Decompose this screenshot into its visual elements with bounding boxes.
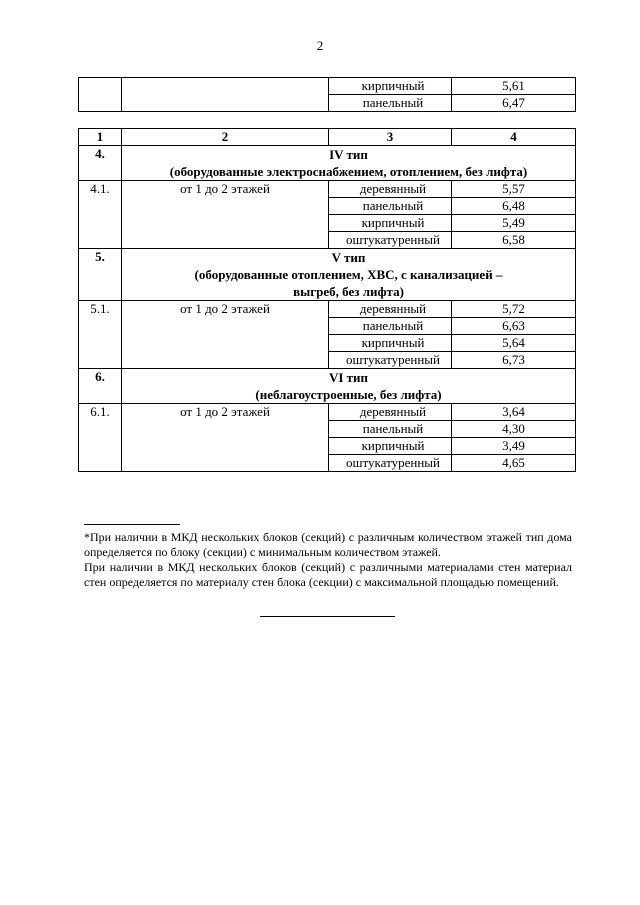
row-number: 4.1. [79,181,122,249]
wall-material: кирпичный [329,78,452,95]
rate-value: 5,49 [452,215,576,232]
table-row [79,404,576,421]
floors-label: от 1 до 2 этажей [122,301,329,369]
rate-value: 4,65 [452,455,576,472]
rate-value: 6,47 [452,95,576,112]
footnote-floors: *При наличии в МКД нескольких блоков (секций) с различным количеством этажей тип дома определяется по блоку (секции) с минимальным количеством этажей. [84,530,572,559]
section-title: V тип [331,250,366,265]
rate-value: 5,61 [452,78,576,95]
wall-material: панельный [329,318,452,335]
section-subtitle: (неблагоустроенные, без лифта) [255,387,442,402]
column-header: 2 [122,129,329,146]
column-header: 4 [452,129,576,146]
rate-value: 6,63 [452,318,576,335]
floors-label: от 1 до 2 этажей [122,181,329,249]
wall-material: деревянный [329,301,452,318]
table-row [79,301,576,318]
section-heading-row [79,249,576,301]
table-row [79,181,576,198]
rate-value: 4,30 [452,421,576,438]
continued-table [78,77,576,112]
column-header: 3 [329,129,452,146]
wall-material: деревянный [329,181,452,198]
footnote-separator [84,524,180,525]
section-subtitle: (оборудованные электроснабжением, отоплением, без лифта) [169,164,528,179]
wall-material: панельный [329,95,452,112]
row-number: 5.1. [79,301,122,369]
floors-label: от 1 до 2 этажей [122,404,329,472]
row-number: 6.1. [79,404,122,472]
table-row [79,78,576,95]
rate-value: 5,72 [452,301,576,318]
wall-material: панельный [329,198,452,215]
rate-value: 6,48 [452,198,576,215]
section-heading-row [79,369,576,404]
table-cell-floors [122,78,329,112]
wall-material: оштукатуренный [329,455,452,472]
wall-material: оштукатуренный [329,352,452,369]
rate-value: 3,64 [452,404,576,421]
section-heading-row [79,146,576,181]
table-cell-num [79,78,122,112]
rate-value: 6,58 [452,232,576,249]
table-header-row [79,129,576,146]
rates-table [78,128,576,472]
wall-material: оштукатуренный [329,232,452,249]
wall-material: кирпичный [329,215,452,232]
section-subtitle: (оборудованные отоплением, ХВС, с канализацией – [194,267,503,282]
wall-material: панельный [329,421,452,438]
section-subtitle-cont: выгреб, без лифта) [293,284,404,299]
section-heading [122,249,576,301]
wall-material: кирпичный [329,335,452,352]
rate-value: 5,57 [452,181,576,198]
section-heading [122,369,576,404]
end-divider [260,616,395,617]
section-number: 5. [79,249,122,301]
section-number: 6. [79,369,122,404]
rate-value: 5,64 [452,335,576,352]
rate-value: 3,49 [452,438,576,455]
footnote-materials: При наличии в МКД нескольких блоков (секций) с различными материалами стен материал стен определяется по материалу стен блока (секции) с максимальной площадью помещений. [84,560,572,589]
column-header: 1 [79,129,122,146]
section-number: 4. [79,146,122,181]
page-number: 2 [316,38,324,53]
wall-material: деревянный [329,404,452,421]
rate-value: 6,73 [452,352,576,369]
wall-material: кирпичный [329,438,452,455]
section-heading [122,146,576,181]
section-title: IV тип [329,147,368,162]
section-title: VI тип [328,370,369,385]
